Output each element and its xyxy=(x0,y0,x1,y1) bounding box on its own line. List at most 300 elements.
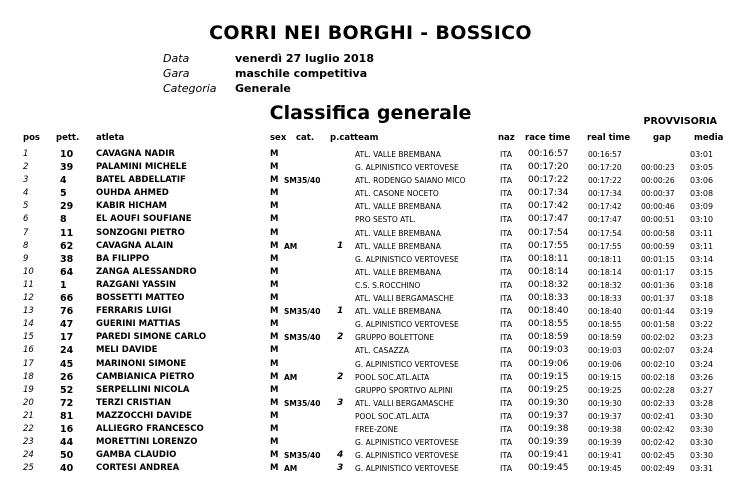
cell-team: G. ALPINISTICO VERTOVESE xyxy=(355,320,459,330)
col-header-bib: pett. xyxy=(56,133,80,143)
cell-nation: ITA xyxy=(500,320,513,330)
table-row xyxy=(0,253,741,266)
cell-sex: M xyxy=(270,201,279,212)
table-row xyxy=(0,279,741,292)
cell-bib: 26 xyxy=(60,371,74,383)
cell-race-time: 00:19:45 xyxy=(528,463,569,474)
cell-category: AM xyxy=(284,464,298,474)
cell-race-time: 00:18:55 xyxy=(528,319,569,330)
cell-athlete: GUERINI MATTIAS xyxy=(96,319,181,330)
table-row xyxy=(0,187,741,200)
cell-race-time: 00:17:54 xyxy=(528,227,569,238)
cell-gap: 00:01:36 xyxy=(641,280,675,290)
cell-category: AM xyxy=(284,372,298,382)
cell-real-time: 00:19:06 xyxy=(588,359,622,369)
cell-bib: 39 xyxy=(60,162,74,174)
cell-race-time: 00:17:34 xyxy=(528,188,569,199)
cell-sex: M xyxy=(270,371,279,382)
cell-position: 8 xyxy=(23,240,29,251)
cell-team: ATL. VALLE BREMBANA xyxy=(355,307,441,317)
table-row xyxy=(0,174,741,187)
cell-sex: M xyxy=(270,437,279,448)
cell-team: GRUPPO SPORTIVO ALPINI xyxy=(355,385,453,395)
table-row xyxy=(0,305,741,318)
cell-position: 24 xyxy=(23,450,34,461)
cell-pace: 03:06 xyxy=(690,176,714,186)
table-row xyxy=(0,384,741,397)
cell-real-time: 00:19:03 xyxy=(588,346,622,356)
cell-nation: ITA xyxy=(500,307,513,317)
cell-race-time: 00:19:06 xyxy=(528,358,569,369)
table-row xyxy=(0,213,741,226)
cell-athlete: KABIR HICHAM xyxy=(96,201,167,212)
table-row xyxy=(0,292,741,305)
cell-nation: ITA xyxy=(500,280,513,290)
cell-sex: M xyxy=(270,175,279,186)
cell-position: 18 xyxy=(23,371,34,382)
cell-athlete: GAMBA CLAUDIO xyxy=(96,450,177,461)
cell-real-time: 00:17:22 xyxy=(588,176,622,186)
cell-gap: 00:02:07 xyxy=(641,346,675,356)
col-header-category: cat. xyxy=(296,133,315,143)
col-header-athlete: atleta xyxy=(96,133,125,143)
cell-gap: 00:02:28 xyxy=(641,385,675,395)
cell-position: 20 xyxy=(23,397,34,408)
cell-team: FREE-ZONE xyxy=(355,424,399,434)
cell-nation: ITA xyxy=(500,241,513,251)
results-table-header xyxy=(0,132,741,145)
cell-real-time: 00:16:57 xyxy=(588,150,622,159)
cell-race-time: 00:17:22 xyxy=(528,175,569,186)
meta-date-row xyxy=(163,51,374,66)
cell-team: ATL. VALLI BERGAMASCHE xyxy=(355,294,454,304)
cell-race-time: 00:19:41 xyxy=(528,450,569,461)
cell-sex: M xyxy=(270,227,279,238)
cell-bib: 10 xyxy=(60,149,74,160)
cell-category: SM35/40 xyxy=(284,307,321,317)
cell-athlete: CORTESI ANDREA xyxy=(96,463,180,474)
meta-date-label: Data xyxy=(163,52,190,65)
cell-real-time: 00:18:55 xyxy=(588,320,622,330)
cell-gap: 00:00:51 xyxy=(641,215,675,225)
cell-real-time: 00:18:14 xyxy=(588,267,622,277)
cell-sex: M xyxy=(270,240,279,251)
cell-real-time: 00:17:42 xyxy=(588,202,622,212)
event-meta xyxy=(163,51,374,96)
cell-bib: 16 xyxy=(60,423,74,435)
cell-position: 1 xyxy=(23,149,29,159)
cell-athlete: EL AOUFI SOUFIANE xyxy=(96,214,192,225)
cell-sex: M xyxy=(270,450,279,461)
cell-position: 5 xyxy=(23,201,29,212)
cell-real-time: 00:19:25 xyxy=(588,385,622,395)
table-row xyxy=(0,358,741,371)
cell-athlete: SERPELLINI NICOLA xyxy=(96,384,190,395)
cell-team: ATL. CASONE NOCETO xyxy=(355,189,439,199)
cell-position: 13 xyxy=(23,306,34,317)
cell-gap: 00:00:46 xyxy=(641,202,675,212)
cell-position: 21 xyxy=(23,410,34,421)
cell-gap: 00:02:42 xyxy=(641,424,675,434)
cell-team: G. ALPINISTICO VERTOVESE xyxy=(355,163,459,173)
cell-race-time: 00:18:14 xyxy=(528,266,569,277)
cell-sex: M xyxy=(270,253,279,264)
cell-team: ATL. VALLE BREMBANA xyxy=(355,267,441,277)
table-row xyxy=(0,240,741,253)
cell-gap: 00:01:15 xyxy=(641,254,675,264)
cell-gap: 00:02:49 xyxy=(641,464,675,474)
cell-race-time: 00:18:59 xyxy=(528,332,569,343)
table-row xyxy=(0,148,741,161)
cell-pace: 03:27 xyxy=(690,385,714,395)
meta-category-row xyxy=(163,81,374,96)
cell-nation: ITA xyxy=(500,398,513,408)
cell-sex: M xyxy=(270,279,279,290)
cell-real-time: 00:19:39 xyxy=(588,438,622,448)
cell-athlete: BOSSETTI MATTEO xyxy=(96,293,185,304)
table-row xyxy=(0,331,741,344)
section-title: Classifica generale xyxy=(269,102,472,124)
cell-position: 9 xyxy=(23,253,29,264)
cell-pace: 03:08 xyxy=(690,189,714,199)
cell-team: G. ALPINISTICO VERTOVESE xyxy=(355,438,459,448)
cell-position: 12 xyxy=(23,293,34,304)
cell-race-time: 00:17:55 xyxy=(528,240,569,251)
cell-real-time: 00:19:41 xyxy=(588,451,622,461)
cell-team: ATL. RODENGO SAIANO MICO xyxy=(355,176,466,186)
cell-sex: M xyxy=(270,332,279,343)
cell-category: AM xyxy=(284,241,298,251)
cell-nation: ITA xyxy=(500,438,513,448)
cell-nation: ITA xyxy=(500,189,513,199)
cell-team: POOL SOC.ATL.ALTA xyxy=(355,372,430,382)
cell-pace: 03:18 xyxy=(690,280,714,290)
cell-athlete: ALLIEGRO FRANCESCO xyxy=(96,423,204,434)
col-header-gap: gap xyxy=(653,133,671,143)
cell-bib: 81 xyxy=(60,410,74,422)
cell-category: SM35/40 xyxy=(284,176,321,186)
cell-team: G. ALPINISTICO VERTOVESE xyxy=(355,451,459,461)
table-row xyxy=(0,161,741,174)
col-header-pos: pos xyxy=(23,133,40,143)
cell-category-position: 2 xyxy=(337,332,344,343)
cell-sex: M xyxy=(270,319,279,330)
cell-nation: ITA xyxy=(500,333,513,343)
cell-real-time: 00:18:11 xyxy=(588,254,622,264)
cell-real-time: 00:18:32 xyxy=(588,280,622,290)
cell-bib: 24 xyxy=(60,345,74,357)
cell-position: 23 xyxy=(23,437,34,448)
cell-nation: ITA xyxy=(500,215,513,225)
cell-bib: 45 xyxy=(60,358,74,370)
cell-gap: 00:01:44 xyxy=(641,307,675,317)
cell-nation: ITA xyxy=(500,424,513,434)
cell-nation: ITA xyxy=(500,294,513,304)
cell-bib: 47 xyxy=(60,319,74,331)
cell-gap: 00:02:41 xyxy=(641,411,675,421)
cell-bib: 8 xyxy=(60,214,67,226)
cell-real-time: 00:18:33 xyxy=(588,294,622,304)
cell-category: SM35/40 xyxy=(284,333,321,343)
cell-sex: M xyxy=(270,410,279,421)
cell-team: POOL SOC.ATL.ALTA xyxy=(355,411,430,421)
col-header-category-position: p.cat xyxy=(330,133,355,143)
table-row xyxy=(0,436,741,449)
cell-sex: M xyxy=(270,358,279,369)
cell-nation: ITA xyxy=(500,385,513,395)
cell-athlete: FERRARIS LUIGI xyxy=(96,306,172,317)
cell-race-time: 00:18:32 xyxy=(528,279,569,290)
cell-athlete: PAREDI SIMONE CARLO xyxy=(96,332,207,343)
table-row xyxy=(0,371,741,384)
cell-bib: 76 xyxy=(60,306,74,318)
cell-bib: 50 xyxy=(60,450,74,462)
cell-pace: 03:11 xyxy=(690,228,714,238)
cell-category: SM35/40 xyxy=(284,451,321,461)
col-header-pace: media xyxy=(694,133,724,143)
cell-bib: 64 xyxy=(60,266,74,278)
cell-nation: ITA xyxy=(500,176,513,186)
cell-race-time: 00:19:37 xyxy=(528,410,569,421)
cell-nation: ITA xyxy=(500,359,513,369)
cell-gap: 00:02:45 xyxy=(641,451,675,461)
cell-gap: 00:01:37 xyxy=(641,294,675,304)
cell-athlete: RAZGANI YASSIN xyxy=(96,279,177,290)
cell-race-time: 00:19:25 xyxy=(528,384,569,395)
cell-gap: 00:02:10 xyxy=(641,359,675,369)
cell-position: 2 xyxy=(23,162,29,173)
cell-position: 3 xyxy=(23,175,29,186)
cell-pace: 03:24 xyxy=(690,346,714,356)
cell-race-time: 00:19:39 xyxy=(528,437,569,448)
cell-pace: 03:28 xyxy=(690,398,714,408)
cell-team: GRUPPO BOLETTONE xyxy=(355,333,434,343)
cell-real-time: 00:19:30 xyxy=(588,398,622,408)
cell-team: C.S. S.ROCCHINO xyxy=(355,280,421,290)
cell-bib: 1 xyxy=(60,279,67,291)
cell-pace: 03:19 xyxy=(690,307,714,317)
cell-bib: 52 xyxy=(60,384,74,396)
cell-athlete: ZANGA ALESSANDRO xyxy=(96,266,197,277)
cell-pace: 03:05 xyxy=(690,163,714,173)
cell-position: 19 xyxy=(23,384,34,395)
status-badge: PROVVISORIA xyxy=(643,116,717,127)
cell-race-time: 00:17:47 xyxy=(528,214,569,225)
cell-real-time: 00:19:37 xyxy=(588,411,622,421)
cell-race-time: 00:19:38 xyxy=(528,423,569,434)
table-row xyxy=(0,344,741,357)
table-row xyxy=(0,423,741,436)
cell-nation: ITA xyxy=(500,150,513,159)
cell-pace: 03:24 xyxy=(690,359,714,369)
cell-sex: M xyxy=(270,306,279,317)
cell-team: G. ALPINISTICO VERTOVESE xyxy=(355,464,459,474)
cell-bib: 4 xyxy=(60,175,67,187)
meta-category-label: Categoria xyxy=(163,82,217,95)
cell-athlete: MELI DAVIDE xyxy=(96,345,158,356)
cell-position: 6 xyxy=(23,214,29,225)
cell-pace: 03:15 xyxy=(690,267,714,277)
table-row xyxy=(0,227,741,240)
cell-real-time: 00:17:55 xyxy=(588,241,622,251)
table-row xyxy=(0,266,741,279)
cell-gap: 00:02:02 xyxy=(641,333,675,343)
cell-position: 16 xyxy=(23,345,34,356)
table-row xyxy=(0,462,741,475)
cell-pace: 03:11 xyxy=(690,241,714,251)
cell-sex: M xyxy=(270,345,279,356)
cell-sex: M xyxy=(270,463,279,474)
cell-pace: 03:14 xyxy=(690,254,714,264)
cell-team: ATL. VALLI BERGAMASCHE xyxy=(355,398,454,408)
cell-team: PRO SESTO ATL. xyxy=(355,215,416,225)
cell-sex: M xyxy=(270,162,279,173)
cell-team: ATL. VALLE BREMBANA xyxy=(355,150,441,159)
cell-team: G. ALPINISTICO VERTOVESE xyxy=(355,359,459,369)
col-header-team: team xyxy=(354,133,379,143)
cell-team: ATL. VALLE BREMBANA xyxy=(355,202,441,212)
col-header-real-time: real time xyxy=(587,133,631,143)
cell-sex: M xyxy=(270,149,279,159)
cell-pace: 03:26 xyxy=(690,372,714,382)
cell-nation: ITA xyxy=(500,372,513,382)
cell-gap: 00:01:17 xyxy=(641,267,675,277)
col-header-sex: sex xyxy=(270,133,287,143)
cell-sex: M xyxy=(270,188,279,199)
cell-position: 22 xyxy=(23,423,34,434)
cell-category-position: 2 xyxy=(337,371,344,382)
cell-sex: M xyxy=(270,214,279,225)
cell-athlete: MORETTINI LORENZO xyxy=(96,437,198,448)
cell-pace: 03:31 xyxy=(690,464,714,474)
cell-real-time: 00:18:40 xyxy=(588,307,622,317)
meta-date-value: venerdì 27 luglio 2018 xyxy=(235,52,374,65)
cell-real-time: 00:17:34 xyxy=(588,189,622,199)
cell-pace: 03:22 xyxy=(690,320,714,330)
cell-race-time: 00:17:20 xyxy=(528,162,569,173)
document-title: CORRI NEI BORGHI - BOSSICO xyxy=(209,22,532,44)
meta-race-value: maschile competitiva xyxy=(235,67,368,80)
cell-pace: 03:30 xyxy=(690,438,714,448)
cell-pace: 03:09 xyxy=(690,202,714,212)
cell-real-time: 00:19:38 xyxy=(588,424,622,434)
cell-sex: M xyxy=(270,266,279,277)
cell-category-position: 1 xyxy=(337,306,344,317)
cell-gap: 00:02:33 xyxy=(641,398,675,408)
cell-race-time: 00:19:03 xyxy=(528,345,569,356)
cell-position: 4 xyxy=(23,188,29,199)
cell-athlete: MAZZOCCHI DAVIDE xyxy=(96,410,192,421)
cell-category-position: 3 xyxy=(337,463,344,474)
cell-gap: 00:00:59 xyxy=(641,241,675,251)
cell-real-time: 00:18:59 xyxy=(588,333,622,343)
cell-pace: 03:18 xyxy=(690,294,714,304)
cell-gap: 00:00:23 xyxy=(641,163,675,173)
cell-athlete: MARINONI SIMONE xyxy=(96,358,187,369)
cell-athlete: TERZI CRISTIAN xyxy=(96,397,172,408)
cell-nation: ITA xyxy=(500,228,513,238)
cell-race-time: 00:18:33 xyxy=(528,293,569,304)
cell-gap: 00:00:26 xyxy=(641,176,675,186)
cell-gap: 00:00:58 xyxy=(641,228,675,238)
table-row xyxy=(0,397,741,410)
cell-sex: M xyxy=(270,384,279,395)
cell-pace: 03:30 xyxy=(690,451,714,461)
cell-team: ATL. VALLE BREMBANA xyxy=(355,228,441,238)
meta-category-value: Generale xyxy=(235,82,291,95)
cell-position: 10 xyxy=(23,266,34,277)
cell-bib: 44 xyxy=(60,437,74,449)
cell-bib: 11 xyxy=(60,227,74,239)
cell-team: ATL. CASAZZA xyxy=(355,346,409,356)
cell-bib: 17 xyxy=(60,332,74,344)
cell-pace: 03:23 xyxy=(690,333,714,343)
cell-pace: 03:01 xyxy=(690,150,714,159)
cell-position: 25 xyxy=(23,463,34,474)
cell-athlete: PALAMINI MICHELE xyxy=(96,162,187,173)
cell-pace: 03:30 xyxy=(690,424,714,434)
cell-pace: 03:30 xyxy=(690,411,714,421)
cell-real-time: 00:17:47 xyxy=(588,215,622,225)
cell-real-time: 00:19:15 xyxy=(588,372,622,382)
cell-race-time: 00:16:57 xyxy=(528,149,569,159)
table-row xyxy=(0,410,741,423)
table-row xyxy=(0,200,741,213)
cell-nation: ITA xyxy=(500,411,513,421)
cell-sex: M xyxy=(270,397,279,408)
cell-position: 15 xyxy=(23,332,34,343)
table-row xyxy=(0,318,741,331)
cell-bib: 38 xyxy=(60,253,74,265)
cell-athlete: CAVAGNA NADIR xyxy=(96,149,175,159)
cell-bib: 62 xyxy=(60,240,74,252)
cell-gap: 00:02:42 xyxy=(641,438,675,448)
cell-race-time: 00:18:11 xyxy=(528,253,569,264)
results-table-body xyxy=(0,148,741,475)
cell-race-time: 00:17:42 xyxy=(528,201,569,212)
cell-real-time: 00:19:45 xyxy=(588,464,622,474)
cell-bib: 5 xyxy=(60,188,67,200)
col-header-nation: naz xyxy=(498,133,515,143)
cell-athlete: SONZOGNI PIETRO xyxy=(96,227,185,238)
cell-nation: ITA xyxy=(500,163,513,173)
cell-category-position: 4 xyxy=(337,450,344,461)
cell-nation: ITA xyxy=(500,254,513,264)
cell-pace: 03:10 xyxy=(690,215,714,225)
col-header-race-time: race time xyxy=(525,133,571,143)
cell-nation: ITA xyxy=(500,451,513,461)
cell-position: 7 xyxy=(23,227,29,238)
cell-athlete: OUHDA AHMED xyxy=(96,188,169,199)
cell-bib: 40 xyxy=(60,463,74,475)
cell-bib: 29 xyxy=(60,201,74,213)
cell-athlete: BA FILIPPO xyxy=(96,253,150,264)
cell-sex: M xyxy=(270,293,279,304)
cell-nation: ITA xyxy=(500,464,513,474)
cell-sex: M xyxy=(270,423,279,434)
cell-position: 14 xyxy=(23,319,34,330)
cell-gap: 00:01:58 xyxy=(641,320,675,330)
cell-gap: 00:00:37 xyxy=(641,189,675,199)
cell-nation: ITA xyxy=(500,267,513,277)
cell-real-time: 00:17:54 xyxy=(588,228,622,238)
cell-position: 11 xyxy=(23,279,34,290)
cell-category-position: 1 xyxy=(337,240,344,251)
cell-race-time: 00:18:40 xyxy=(528,306,569,317)
cell-category: SM35/40 xyxy=(284,398,321,408)
cell-team: G. ALPINISTICO VERTOVESE xyxy=(355,254,459,264)
cell-bib: 72 xyxy=(60,397,74,409)
